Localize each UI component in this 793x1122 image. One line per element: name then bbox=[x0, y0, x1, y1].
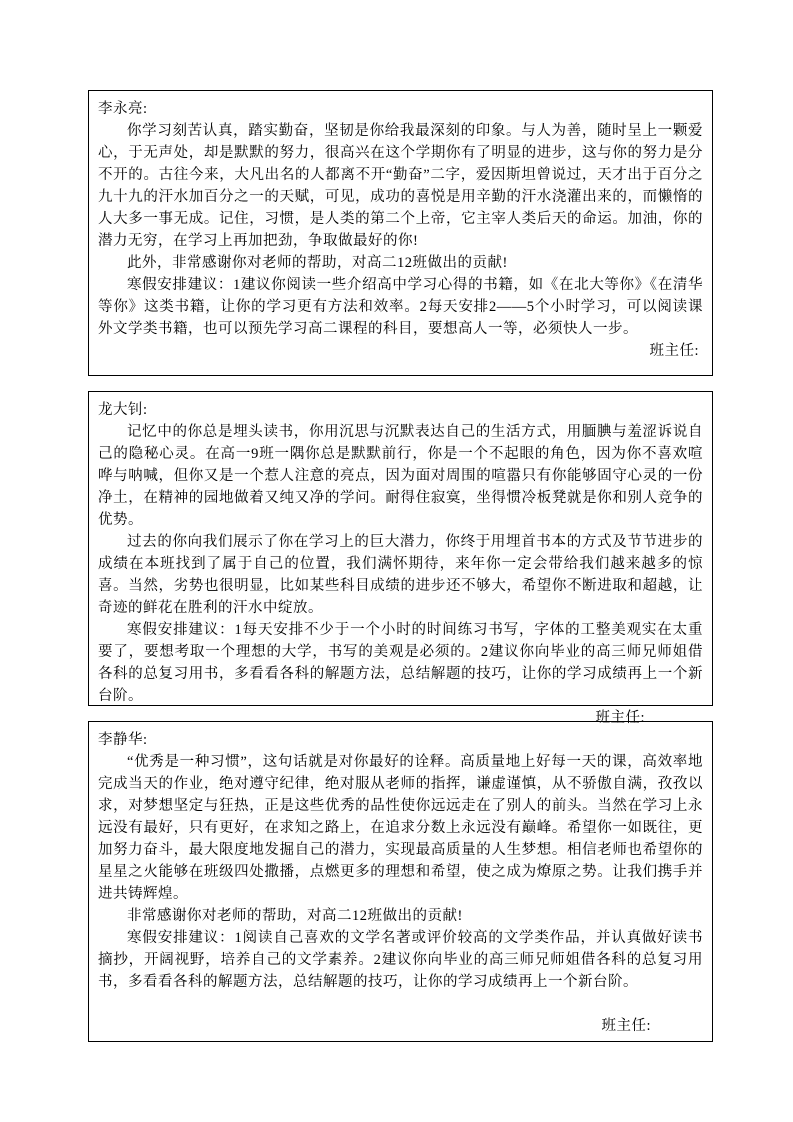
holiday-plan-paragraph: 寒假安排建议：1建议你阅读一些介绍高中学习心得的书籍，如《在北大等你》《在清华等你》这类书籍，让你的学习更有方法和效率。2每天安排2——5个小时学习，可以阅读课外文学类书籍，也可以预先学习高二课程的科目，要想高人一等，必须快人一步。 bbox=[98, 277, 703, 337]
comment-paragraph: “优秀是一种习惯”，这句话就是对你最好的诠释。高质量地上好每一天的课，高效率地完成当天的作业，绝对遵守纪律，绝对服从老师的指挥，谦虚谨慎，从不骄傲自满，孜孜以求，对梦想坚定与狂热，正是这些优秀的品性使你远远走在了别人的前头。当然在学习上永远没有最好，只有更好，在求知之路上，在追求分数上永远没有巅峰。希望你一如既往，更加努力奋斗，最大限度地发掘自己的潜力，实现最高质量的人生梦想。相信老师也希望你的星星之火能够在班级四处撒播，点燃更多的理想和希望，使之成为燎原之势。让我们携手并进共铸辉煌。 bbox=[98, 754, 703, 902]
comment-paragraph: 过去的你向我们展示了你在学习上的巨大潜力，你终于用埋首书本的方式及节节进步的成绩在本班找到了属于自己的位置，我们满怀期待，来年你一定会带给我们越来越多的惊喜。当然，劣势也很明显，比如某些科目成绩的进步还不够大，希望你不断进取和超越，让奇迹的鲜花在胜利的汗水中绽放。 bbox=[98, 534, 703, 616]
teacher-signature: 班主任: bbox=[649, 343, 699, 359]
comment-paragraph: 你学习刻苦认真，踏实勤奋，坚韧是你给我最深刻的印象。与人为善，随时呈上一颗爱心，于无声处，却是默默的努力，很高兴在这个学期你有了明显的进步，这与你的努力是分不开的。古往今来，大凡出名的人都离不开“勤奋”二字，爱因斯坦曾说过，天才出于百分之九十九的汗水加百分之一的天赋，可见，成功的喜悦是用辛勤的汗水浇灌出来的，而懒惰的人大多一事无成。记住，习惯，是人类的第二个上帝，它主宰人类后天的命运。加油，你的潜力无穷，在学习上再加把劲，争取做最好的你! bbox=[98, 123, 703, 249]
comment-paragraph: 记忆中的你总是埋头读书，你用沉思与沉默表达自己的生活方式，用腼腆与羞涩诉说自己的隐秘心灵。在高一9班一隅你总是默默前行，你是一个不起眼的角色，因为你不喜欢喧哗与呐喊，但你又是一个惹人注意的亮点，因为面对周围的喧嚣只有你能够固守心灵的一份净土，在精神的园地做着又纯又净的学问。耐得住寂寞，坐得惯冷板凳就是你和别人竞争的优势。 bbox=[98, 424, 703, 528]
teacher-signature: 班主任: bbox=[595, 710, 645, 726]
comment-card-3 bbox=[88, 721, 713, 1042]
teacher-signature: 班主任: bbox=[601, 1018, 651, 1034]
student-name: 龙大钊: bbox=[98, 402, 148, 418]
holiday-plan-paragraph: 寒假安排建议：1阅读自己喜欢的文学名著或评价较高的文学类作品，并认真做好读书摘抄，开阔视野，培养自己的文学素养。2建议你向毕业的高三师兄师姐借各科的总复习用书，多看看各科的解题方法，总结解题的技巧，让你的学习成绩再上一个新台阶。 bbox=[98, 930, 703, 990]
comment-card-2 bbox=[88, 391, 713, 726]
thanks-paragraph: 非常感谢你对老师的帮助，对高二12班做出的贡献! bbox=[127, 908, 463, 924]
student-name: 李静华: bbox=[98, 732, 148, 748]
thanks-paragraph: 此外，非常感谢你对老师的帮助，对高二12班做出的贡献! bbox=[127, 255, 508, 271]
comment-card-1 bbox=[88, 90, 713, 376]
student-name: 李永亮: bbox=[98, 101, 148, 117]
holiday-plan-paragraph: 寒假安排建议：1每天安排不少于一个小时的时间练习书写，字体的工整美观实在太重要了，要想考取一个理想的大学，书写的美观是必须的。2建议你向毕业的高三师兄师姐借各科的总复习用书，多看看各科的解题方法，总结解题的技巧，让你的学习成绩再上一个新台阶。 bbox=[98, 622, 703, 704]
